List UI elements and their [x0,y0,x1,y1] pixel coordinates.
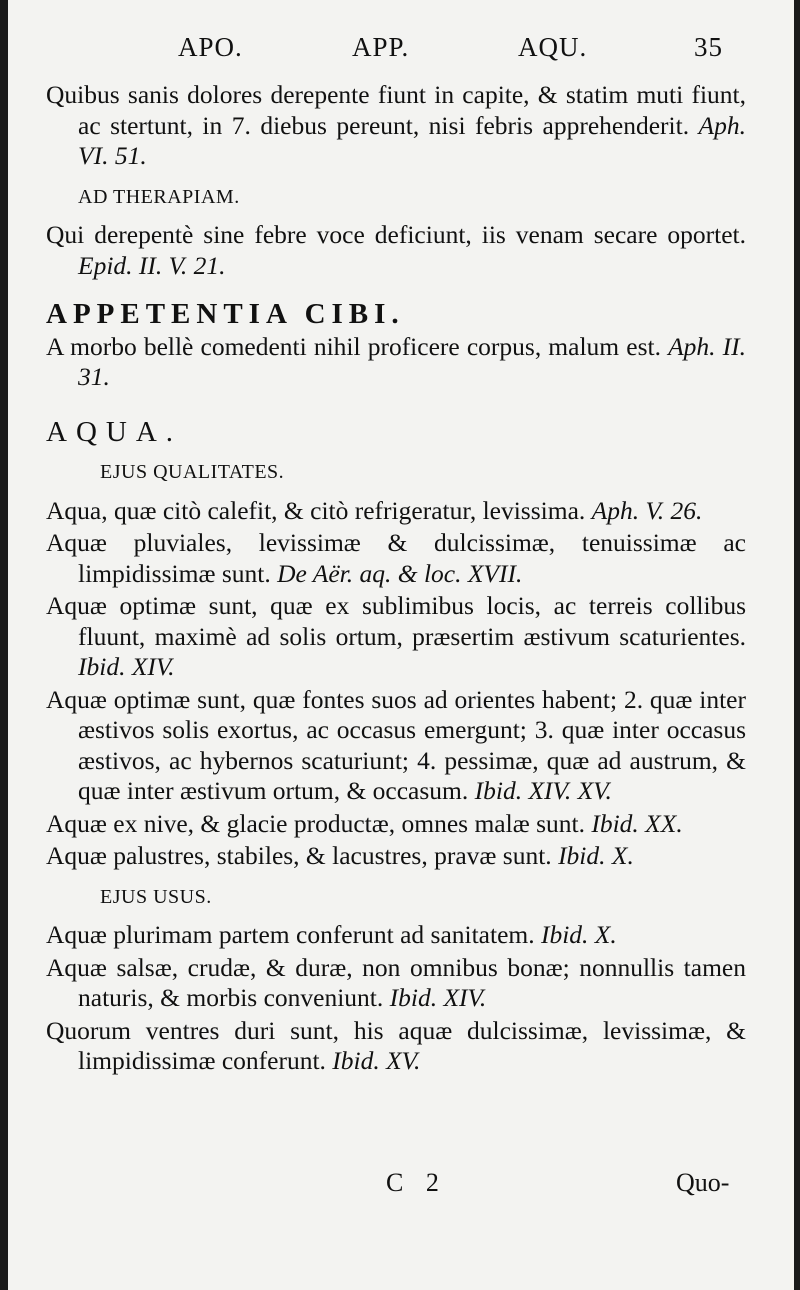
aphorism-text: Aquæ plurimam partem conferunt ad sanitatem. [46,920,535,949]
aphorism-reference: Ibid. X. [558,841,634,870]
page-number: 35 [694,32,723,62]
signature-mark: C 2 [386,1168,447,1197]
subheading-usus: EJUS USUS. [100,885,212,908]
book-page [8,0,794,1290]
subheading-therapiam: AD THERAPIAM. [78,185,240,208]
aphorism-reference: Ibid. XX. [591,808,683,838]
aphorism-text: Aquæ salsæ, crudæ, & duræ, non omnibus bonæ; nonnullis tamen naturis, & morbis conveniunt. [46,952,746,1012]
aphorism-reference: Ibid. XV. [332,1046,421,1075]
aphorism-entry [46,841,746,872]
aphorism-text: Aquæ pluviales, levissimæ & dulcissimæ, tenuissimæ ac limpidissimæ sunt. [46,528,746,588]
aphorism-entry [46,809,746,840]
aphorism-text: Quibus sanis dolores derepente fiunt in capite, & statim muti fiunt, ac stertunt, in 7. diebus pereunt, nisi febris apprehenderit. [46,80,746,140]
aphorism-text: A morbo bellè comedenti nihil proficere corpus, malum est. [46,331,661,361]
aphorism-text: Aquæ palustres, stabiles, & lacustres, pravæ sunt. [46,841,552,870]
aphorism-text: Aquæ optimæ sunt, quæ ex sublimibus locis, ac terreis collibus fluunt, maximè ad solis ortum, præsertim æstivum scaturientes. [46,591,746,651]
aphorism-entry [46,1016,746,1077]
aphorism-text: Qui derepentè sine febre voce deficiunt, iis venam secare oportet. [46,220,746,249]
aphorism-entry [46,920,746,951]
aphorism-reference: Epid. II. V. 21. [78,250,226,280]
catchword: Quo- [676,1168,730,1197]
aphorism-text: Aquæ ex nive, & glacie productæ, omnes malæ sunt. [46,808,585,838]
aphorism-entry [46,685,746,807]
running-head-center: APP. [352,32,410,62]
section-heading-aqua: AQUA. [46,415,183,448]
aphorism-reference: Ibid. X. [540,920,617,949]
running-head-right: AQU. [518,32,588,62]
subheading-qualitates: EJUS QUALITATES. [100,461,285,483]
page-body [46,80,746,1079]
aphorism-entry [46,953,746,1014]
aphorism-reference: Ibid. XIV. XV. [474,776,612,805]
aphorism-reference: De Aër. aq. & loc. XVII. [277,558,523,588]
aphorism-entry [46,220,746,281]
aphorism-entry [46,80,746,172]
aphorism-reference: Aph. VI. 51. [78,110,746,170]
aphorism-entry [46,528,746,589]
aphorism-reference: Aph. V. 26. [591,495,703,525]
aphorism-reference: Ibid. XIV. [78,652,175,681]
section-heading-appetentia: APPETENTIA CIBI. [46,298,405,330]
aphorism-entry [46,496,746,527]
aphorism-text: Aquæ optimæ sunt, quæ fontes suos ad orientes habent; 2. quæ inter æstivos solis exortus, ac occasus emergunt; 3. quæ inter occasus æstivos, ac hybernos scaturiunt; 4. pessimæ, quæ ad austrum, & quæ inter æstivum ortum, & occasum. [46,684,746,805]
aphorism-reference: Ibid. XIV. [389,983,487,1012]
running-head [8,32,794,72]
aphorism-reference: Aph. II. 31. [78,331,747,391]
page-footer [8,1168,794,1208]
aphorism-text: Quorum ventres duri sunt, his aquæ dulcissimæ, levissimæ, & limpidissimæ conferunt. [46,1015,746,1075]
aphorism-entry [46,591,746,683]
running-head-left: APO. [178,32,243,62]
aphorism-entry [46,332,746,393]
aphorism-text: Aqua, quæ citò calefit, & citò refrigeratur, levissima. [46,495,586,525]
